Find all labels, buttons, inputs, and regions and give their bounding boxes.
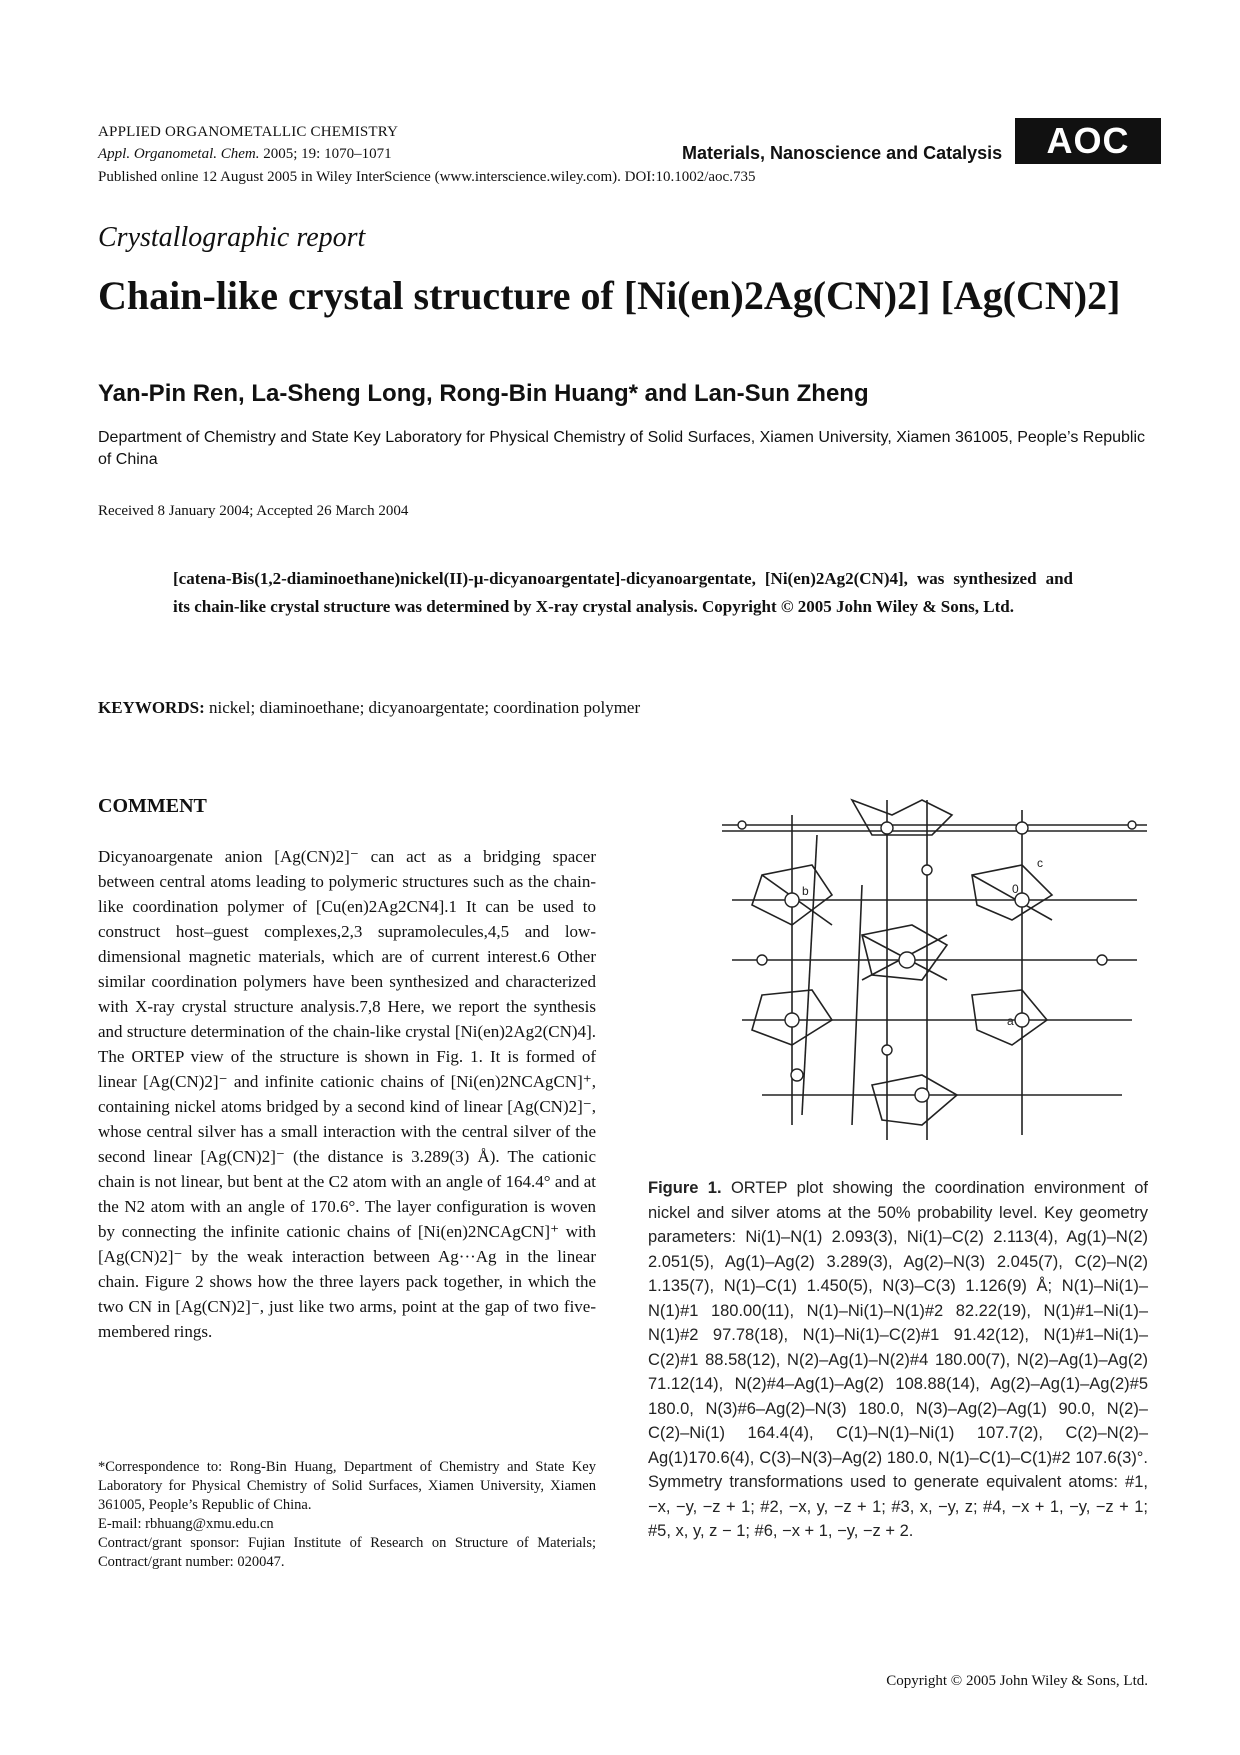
- correspondence-email: E-mail: rbhuang@xmu.edu.cn: [98, 1516, 274, 1532]
- axis-label-b: b: [802, 884, 809, 898]
- publication-info: Published online 12 August 2005 in Wiley InterScience (www.interscience.wiley.com). DOI:10.1002/aoc.735: [98, 169, 756, 185]
- atom-markers: [738, 821, 1136, 1102]
- keywords-label: KEYWORDS:: [98, 698, 205, 717]
- journal-logo: AOC: [1015, 118, 1161, 164]
- citation-volume-pages: 2005; 19: 1070–1071: [259, 146, 392, 162]
- section-tag: Materials, Nanoscience and Catalysis: [682, 143, 1003, 163]
- axis-label-a: a: [1007, 1014, 1014, 1028]
- comment-body: Dicyanoargenate anion [Ag(CN)2]⁻ can act as a bridging spacer between central atoms leading to polymeric structures such as the chain-like coordination polymer of [Cu(en)2Ag2CN4].1 It can be used to construct host–guest complexes,2,3 supramolecules,4,5 and low-dimensional magnetic materials, which are of current interest.6 Other similar coordination polymers have been synthesized and characterized with X-ray crystal structure analysis.7,8 Here, we report the synthesis and structure determination of the chain-like crystal [Ni(en)2Ag2(CN)4]. The ORTEP view of the structure is shown in Fig. 1. It is formed of linear [Ag(CN)2]⁻ and infinite cationic chains of [Ni(en)2NCAgCN]⁺, containing nickel atoms bridged by a second kind of linear [Ag(CN)2]⁻, whose central silver has a small interaction with the central silver of the second linear [Ag(CN)2]⁻ (the distance is 3.289(3) Å). The cationic chain is not linear, but bent at the C2 atom with an angle of 164.4° and at the N2 atom with an angle of 170.6°. The layer configuration is woven by connecting the infinite cationic chains of [Ni(en)2NCAgCN]⁺ with [Ag(CN)2]⁻ by the weak interaction between Ag···Ag in the linear chain. Figure 2 shows how the three layers pack together, in which the two CN in [Ag(CN)2]⁻, just like two arms, point at the gap of two five-membered rings.: [98, 847, 596, 1341]
- figure-caption: [648, 1176, 1148, 1544]
- journal-name: APPLIED ORGANOMETALLIC CHEMISTRY: [98, 124, 399, 140]
- received-accepted-dates: Received 8 January 2004; Accepted 26 March 2004: [98, 503, 409, 519]
- correspondence-footnote: [98, 1458, 596, 1572]
- figure-caption-text: ORTEP plot showing the coordination environment of nickel and silver atoms at the 50% probability level. Key geometry parameters: Ni(1)–N(1) 2.093(3), Ni(1)–C(2) 2.113(4), Ag(1)–N(2) 2.051(5), Ag(1)–Ag(2) 3.289(3), Ag(2)–N(3) 2.045(7), C(2)–N(2) 1.135(7), N(1)–C(1) 1.450(5), N(3)–C(3) 1.126(9) Å; N(1)–Ni(1)–N(1)#1 180.00(11), N(1)–Ni(1)–N(1)#2 82.22(19), N(1)#1–Ni(1)–N(1)#2 97.78(18), N(1)–Ni(1)–C(2)#1 91.42(12), N(1)#1–Ni(1)–C(2)#1 88.58(12), N(2)–Ag(1)–N(2)#4 180.00(7), N(2)–Ag(1)–Ag(2) 71.12(14), N(2)#4–Ag(1)–Ag(2) 108.88(14), Ag(2)–Ag(1)–Ag(2)#5 180.0, N(3)#6–Ag(2)–N(3) 180.0, N(3)–Ag(2)–Ag(1) 90.0, N(2)–C(2)–Ni(1) 164.4(4), C(1)–N(1)–Ni(1) 107.7(2), C(2)–N(2)–Ag(1)170.6(4), C(3)–N(3)–Ag(2) 180.0, N(1)–C(1)–C(1)#2 107.6(3)°. Symmetry transformations used to generate equivalent atoms: #1, −x, −y, −z + 1; #2, −x, y, −z + 1; #3, x, −y, z; #4, −x + 1, −y, −z + 1; #5, x, y, z − 1; #6, −x + 1, −y, −z + 2.: [648, 1179, 1148, 1540]
- article-type: Crystallographic report: [98, 222, 366, 253]
- ortep-figure: [722, 795, 1147, 1140]
- grant-info: Contract/grant sponsor: Fujian Institute of Research on Structure of Materials; Contract/grant number: 020047.: [98, 1535, 596, 1570]
- axis-label-c: c: [1037, 856, 1043, 870]
- axis-label-origin: 0: [1012, 882, 1019, 896]
- citation: [98, 146, 392, 163]
- keywords: [98, 698, 640, 718]
- molecule-drawing: [722, 800, 1147, 1140]
- affiliation: Department of Chemistry and State Key Laboratory for Physical Chemistry of Solid Surfaces, Xiamen University, Xiamen 361005, People’s Republic of China: [98, 429, 1146, 468]
- section-heading-comment: COMMENT: [98, 795, 207, 817]
- footer-copyright: Copyright © 2005 John Wiley & Sons, Ltd.: [886, 1673, 1148, 1689]
- author-list: Yan-Pin Ren, La-Sheng Long, Rong-Bin Huang* and Lan-Sun Zheng: [98, 380, 869, 407]
- citation-journal: Appl. Organometal. Chem.: [98, 146, 260, 162]
- keywords-list: nickel; diaminoethane; dicyanoargentate; coordination polymer: [204, 698, 641, 717]
- correspondence-text: *Correspondence to: Rong-Bin Huang, Department of Chemistry and State Key Laboratory for Physical Chemistry of Solid Surfaces, Xiamen University, Xiamen 361005, People’s Republic of China.: [98, 1459, 596, 1513]
- article-title: Chain-like crystal structure of [Ni(en)2Ag(CN)2] [Ag(CN)2]: [98, 273, 1121, 318]
- abstract: [catena-Bis(1,2-diaminoethane)nickel(II)-μ-dicyanoargentate]-dicyanoargentate, [Ni(en)2Ag2(CN)4], was synthesized and its chain-like crystal structure was determined by X-ray crystal analysis. Copyright © 2005 John Wiley & Sons, Ltd.: [173, 569, 1073, 616]
- figure-caption-label: Figure 1.: [648, 1179, 722, 1197]
